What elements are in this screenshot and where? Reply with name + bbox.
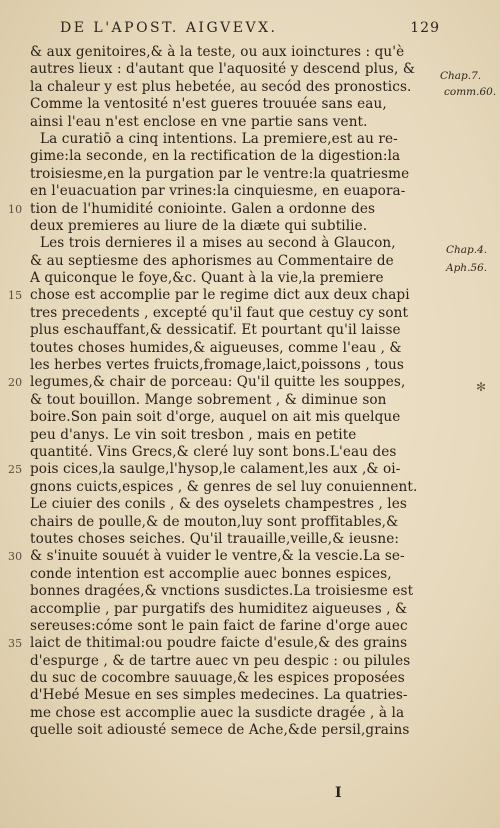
- text-line: [8, 635, 438, 652]
- text-line: [18, 444, 438, 461]
- margin-note-comm60: comm.60.: [444, 86, 497, 98]
- text-line: [18, 670, 438, 687]
- margin-note-chap7: Chap.7.: [440, 70, 482, 82]
- line-text: chairs de poulle,& de mouton,luy sont proffitables,&: [30, 513, 399, 530]
- text-line: [18, 357, 438, 374]
- text-line: [8, 374, 438, 391]
- text-line: [8, 200, 438, 218]
- line-text: quantité. Vins Grecs,& cleré luy sont bons.L'eau des: [30, 443, 397, 460]
- line-text: autres lieux : d'autant que l'aquosité y descend plus, &: [30, 61, 416, 78]
- text-line: [18, 305, 438, 322]
- margin-note-aph56: Aph.56.: [446, 262, 488, 274]
- text-block: [8, 44, 438, 740]
- text-line: [18, 253, 438, 270]
- signature-mark: I: [335, 785, 342, 801]
- line-text: d'espurge , & de tartre auec vn peu despic : ou pilules: [30, 652, 411, 669]
- text-line: [18, 514, 438, 531]
- line-text: Les trois dernieres il a mises au second à Glaucon,: [40, 235, 396, 252]
- text-line: [18, 409, 438, 426]
- line-text: Le ciuier des conils , & des oyselets champestres , les: [30, 496, 407, 513]
- page-number: 129: [410, 20, 440, 36]
- text-line: [18, 722, 438, 739]
- text-line: [18, 114, 438, 131]
- line-text: ainsi l'eau n'est enclose en vne partie sans vent.: [30, 113, 368, 130]
- text-line: [18, 687, 438, 704]
- text-line: [18, 618, 438, 635]
- text-line: [18, 653, 438, 670]
- margin-note-chap4: Chap.4.: [446, 244, 488, 256]
- text-line: [8, 461, 438, 478]
- text-line: [8, 548, 438, 565]
- line-text: les herbes vertes fruicts,fromage,laict,poissons , tous: [30, 357, 404, 374]
- line-text: & s'inuite souuét à vuider le ventre,& la vescie.La se-: [30, 548, 405, 565]
- line-text: boire.Son pain soit d'orge, auquel on ait mis quelque: [30, 409, 401, 426]
- text-line: [18, 531, 438, 548]
- line-text: sereuses:cóme sont le pain faict de farine d'orge auec: [30, 617, 408, 634]
- text-line: [18, 583, 438, 600]
- text-line: [18, 601, 438, 618]
- line-text: tion de l'humidité coniointe. Galen a ordonne des: [30, 200, 376, 217]
- text-line: [18, 270, 438, 287]
- line-text: bonnes dragées,& vnctions susdictes.La troisiesme est: [30, 583, 414, 600]
- line-text: toutes choses seiches. Qu'il trauaille,veille,& ieusne:: [30, 530, 400, 547]
- line-text: me chose est accomplie auec la susdicte dragée , à la: [30, 704, 405, 721]
- text-line: [18, 183, 438, 200]
- ink-smudge-mark: ✻: [476, 380, 487, 394]
- line-text: & au septiesme des aphorismes au Commentaire de: [30, 252, 394, 269]
- line-text: & tout bouillon. Mange sobrement , & diminue son: [30, 391, 387, 408]
- text-line: [18, 340, 438, 357]
- text-line: [18, 131, 438, 148]
- line-text: la chaleur y est plus hebetée, au secód des pronostics.: [30, 78, 412, 95]
- text-line: [18, 322, 438, 339]
- line-text: La curatiō a cinq intentions. La premiere,est au re-: [40, 130, 398, 147]
- text-line: [18, 44, 438, 61]
- text-line: [18, 79, 438, 96]
- line-text: en l'euacuation par vrines:la cinquiesme, en euapora-: [30, 183, 406, 200]
- line-number: 30: [8, 550, 23, 564]
- line-text: peu d'anys. Le vin soit tresbon , mais en petite: [30, 426, 357, 443]
- text-line: [18, 166, 438, 183]
- running-title: DE L'APOST. AIGVEVX.: [60, 20, 278, 36]
- text-line: [18, 235, 438, 252]
- line-text: tres precedents , excepté qu'il faut que cestuy cy sont: [30, 304, 409, 321]
- text-line: [8, 287, 438, 304]
- text-line: [18, 392, 438, 409]
- line-text: troisiesme,en la purgation par le ventre:la quatriesme: [30, 165, 410, 182]
- line-text: legumes,& chair de porceau: Qu'il quitte les souppes,: [30, 374, 406, 391]
- line-text: conde intention est accomplie auec bonnes espices,: [30, 565, 392, 582]
- text-line: [18, 61, 438, 78]
- line-number: 35: [8, 637, 23, 651]
- line-text: plus eschauffant,& dessicatif. Et pourtant qu'il laisse: [30, 322, 401, 339]
- line-text: chose est accomplie par le regime dict aux deux chapi: [30, 287, 410, 304]
- text-line: [18, 496, 438, 513]
- line-text: d'Hebé Mesue en ses simples medecines. La quatries-: [30, 687, 408, 704]
- line-number: 15: [8, 289, 23, 303]
- line-text: A quiconque le foye,&c. Quant à la vie,la premiere: [30, 270, 384, 287]
- line-text: gime:la seconde, en la rectification de la digestion:la: [30, 148, 401, 165]
- line-text: laict de thitimal:ou poudre faicte d'esule,& des grains: [30, 635, 408, 652]
- text-line: [18, 705, 438, 722]
- text-line: [18, 427, 438, 444]
- line-number: 20: [8, 376, 23, 390]
- line-number: 25: [8, 463, 23, 477]
- line-text: deux premieres au liure de la diæte qui subtilie.: [30, 217, 368, 234]
- line-text: toutes choses humides,& aigueuses, comme l'eau , &: [30, 339, 402, 356]
- line-text: du suc de cocombre sauuage,& les espices proposées: [30, 670, 405, 687]
- line-text: Comme la ventosité n'est gueres trouuée sans eau,: [30, 96, 387, 113]
- text-line: [18, 479, 438, 496]
- text-line: [18, 566, 438, 583]
- line-text: & aux genitoires,& à la teste, ou aux ioinctures : qu'è: [30, 44, 405, 60]
- page-header: [60, 20, 440, 44]
- line-text: quelle soit adiousté semece de Ache,&de persil,grains: [30, 722, 410, 739]
- line-number: 10: [8, 202, 23, 216]
- text-line: [18, 96, 438, 113]
- text-line: [18, 218, 438, 235]
- text-line: [18, 148, 438, 165]
- line-text: gnons cuicts,espices , & genres de sel luy conuiennent.: [30, 478, 418, 495]
- line-text: accomplie , par purgatifs des humiditez aigueuses , &: [30, 600, 408, 617]
- line-text: pois cices,la saulge,l'hysop,le calament,les aux ,& oi-: [30, 461, 401, 478]
